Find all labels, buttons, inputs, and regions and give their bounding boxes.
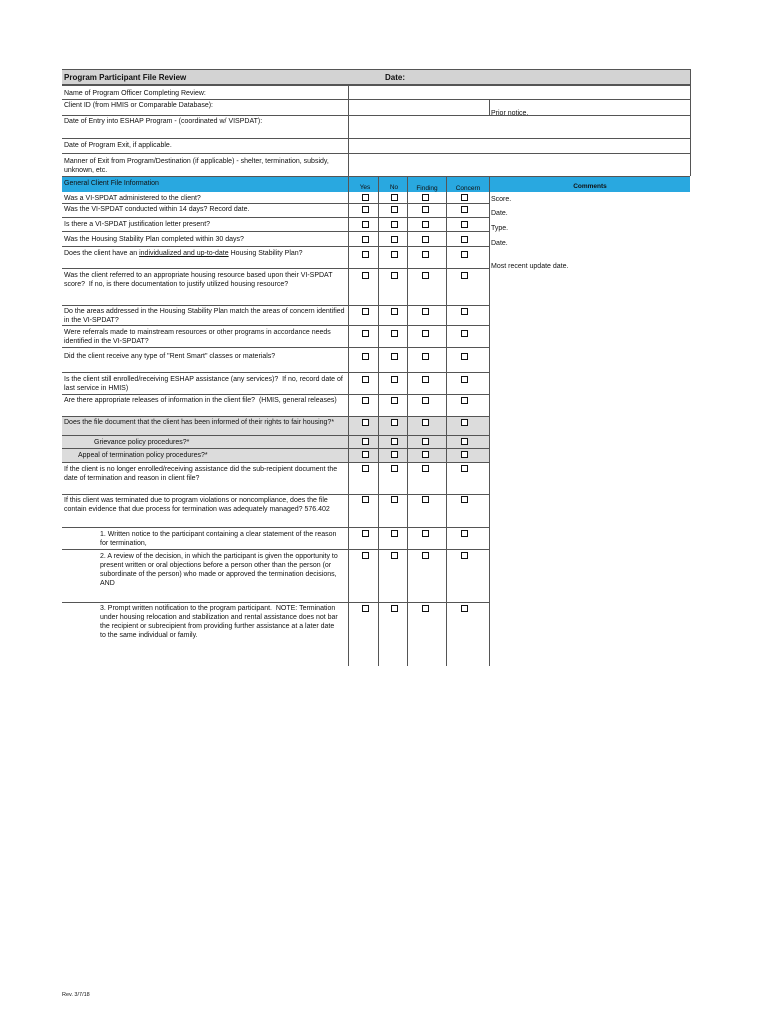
question-visprat-14-days: Was the VI-SPDAT conducted within 14 days? Record date. bbox=[64, 206, 250, 213]
client-id-input[interactable] bbox=[349, 100, 489, 115]
checkbox-yes[interactable] bbox=[362, 353, 369, 360]
checkbox-no[interactable] bbox=[391, 451, 398, 458]
comment-recent-update: Most recent update date. bbox=[491, 263, 569, 270]
question-still-enrolled: Is the client still enrolled/receiving ESHAP assistance (any services)? If no, record date of last service in HMIS) bbox=[64, 376, 345, 392]
checkbox-yes[interactable] bbox=[362, 236, 369, 243]
revision-footer: Rev. 3/7/18 bbox=[62, 992, 90, 998]
checkbox-no[interactable] bbox=[391, 251, 398, 258]
checkbox-no[interactable] bbox=[391, 397, 398, 404]
checkbox-yes[interactable] bbox=[362, 376, 369, 383]
checkbox-concern[interactable] bbox=[461, 251, 468, 258]
question-prompt-notification: 3. Prompt written notification to the program participant. NOTE: Termination under housing relocation and stabilization and rental assistance does not bar the recipient or subrecipient from providing further assistance at a later date to the same individual or family. bbox=[100, 605, 340, 639]
question-rent-smart: Did the client receive any type of "Rent Smart" classes or materials? bbox=[64, 353, 276, 360]
checkbox-concern[interactable] bbox=[461, 465, 468, 472]
checkbox-no[interactable] bbox=[391, 438, 398, 445]
checkbox-finding[interactable] bbox=[422, 308, 429, 315]
checkbox-no[interactable] bbox=[391, 496, 398, 503]
question-fair-housing: Does the file document that the client has been informed of their rights to fair housing?* bbox=[64, 419, 335, 426]
checkbox-finding[interactable] bbox=[422, 465, 429, 472]
checkbox-no[interactable] bbox=[391, 272, 398, 279]
question-grievance: Grievance policy procedures?* bbox=[94, 439, 190, 446]
question-termination-documented: If the client is no longer enrolled/receiving assistance did the sub-recipient document the date of termination and reason in client file? bbox=[64, 466, 340, 482]
checkbox-concern[interactable] bbox=[461, 353, 468, 360]
column-yes: Yes bbox=[359, 184, 371, 191]
checkbox-concern[interactable] bbox=[461, 496, 468, 503]
checkbox-no[interactable] bbox=[391, 194, 398, 201]
checkbox-yes[interactable] bbox=[362, 552, 369, 559]
exit-date-label: Date of Program Exit, if applicable. bbox=[64, 142, 172, 149]
checkbox-yes[interactable] bbox=[362, 465, 369, 472]
exit-manner-label: Manner of Exit from Program/Destination (if applicable) - shelter, termination, subsidy, unknown, etc. bbox=[64, 158, 331, 174]
question-review-decision: 2. A review of the decision, in which the participant is given the opportunity to present written or oral objections before a person other than the person (or subordinate of the person) who made or approved the termination decisions, AND bbox=[100, 553, 340, 587]
question-visprat-administered: Was a VI-SPDAT administered to the client? bbox=[64, 195, 201, 202]
checkbox-no[interactable] bbox=[391, 330, 398, 337]
client-id-label: Client ID (from HMIS or Comparable Database): bbox=[64, 102, 213, 109]
exit-date-input[interactable] bbox=[349, 139, 689, 153]
checkbox-finding[interactable] bbox=[422, 552, 429, 559]
column-finding: Finding bbox=[416, 185, 438, 192]
officer-name-label: Name of Program Officer Completing Review: bbox=[64, 90, 206, 97]
checkbox-yes[interactable] bbox=[362, 419, 369, 426]
checkbox-no[interactable] bbox=[391, 221, 398, 228]
checkbox-concern[interactable] bbox=[461, 451, 468, 458]
date-input[interactable] bbox=[408, 70, 690, 84]
entry-date-label: Date of Entry into ESHAP Program - (coordinated w/ VISPDAT): bbox=[64, 118, 263, 125]
checkbox-finding[interactable] bbox=[422, 251, 429, 258]
checkbox-yes[interactable] bbox=[362, 330, 369, 337]
checkbox-concern[interactable] bbox=[461, 330, 468, 337]
question-written-notice: 1. Written notice to the participant containing a clear statement of the reason for termination, bbox=[100, 531, 339, 547]
exit-manner-input[interactable] bbox=[349, 154, 689, 176]
checkbox-concern[interactable] bbox=[461, 552, 468, 559]
checkbox-finding[interactable] bbox=[422, 353, 429, 360]
comment-type: Type. bbox=[491, 225, 509, 232]
checkbox-yes[interactable] bbox=[362, 272, 369, 279]
checkbox-finding[interactable] bbox=[422, 272, 429, 279]
checkbox-finding[interactable] bbox=[422, 397, 429, 404]
question-hsp-individualized: Does the client have an individualized and up-to-date Housing Stability Plan? bbox=[64, 250, 303, 257]
checkbox-finding[interactable] bbox=[422, 221, 429, 228]
checkbox-finding[interactable] bbox=[422, 376, 429, 383]
question-appeal: Appeal of termination policy procedures?* bbox=[78, 452, 208, 459]
checkbox-concern[interactable] bbox=[461, 236, 468, 243]
comment-score: Score. bbox=[491, 196, 512, 203]
question-justification-letter: Is there a VI-SPDAT justification letter present? bbox=[64, 221, 211, 228]
question-mainstream-referrals: Were referrals made to mainstream resources or other programs in accordance needs identified in the VI-SPDAT? bbox=[64, 329, 333, 345]
checkbox-finding[interactable] bbox=[422, 451, 429, 458]
entry-date-input[interactable] bbox=[349, 116, 689, 138]
checkbox-no[interactable] bbox=[391, 376, 398, 383]
checkbox-no[interactable] bbox=[391, 465, 398, 472]
question-hsp-match: Do the areas addressed in the Housing Stability Plan match the areas of concern identified in the VI-SPDAT? bbox=[64, 308, 347, 324]
checkbox-yes[interactable] bbox=[362, 251, 369, 258]
checkbox-yes[interactable] bbox=[362, 397, 369, 404]
column-no: No bbox=[389, 184, 399, 191]
column-concern: Concern bbox=[455, 185, 481, 192]
checkbox-concern[interactable] bbox=[461, 308, 468, 315]
section-title: General Client File Information bbox=[64, 180, 159, 187]
question-releases: Are there appropriate releases of information in the client file? (HMIS, general releases) bbox=[64, 397, 337, 404]
question-housing-referral: Was the client referred to an appropriate housing resource based upon their VI-SPDAT score? If no, is there documentation to justify utilized housing resource? bbox=[64, 272, 335, 288]
checkbox-yes[interactable] bbox=[362, 206, 369, 213]
checkbox-no[interactable] bbox=[391, 308, 398, 315]
checkbox-yes[interactable] bbox=[362, 451, 369, 458]
officer-name-input[interactable] bbox=[349, 85, 689, 99]
checkbox-finding[interactable] bbox=[422, 530, 429, 537]
checkbox-yes[interactable] bbox=[362, 496, 369, 503]
checkbox-finding[interactable] bbox=[422, 438, 429, 445]
comment-date-2: Date. bbox=[491, 240, 508, 247]
checkbox-no[interactable] bbox=[391, 353, 398, 360]
checkbox-no[interactable] bbox=[391, 236, 398, 243]
checkbox-yes[interactable] bbox=[362, 605, 369, 612]
prior-notice-label: Prior notice. bbox=[491, 110, 529, 117]
checkbox-concern[interactable] bbox=[461, 530, 468, 537]
question-hsp-30-days: Was the Housing Stability Plan completed within 30 days? bbox=[64, 236, 244, 243]
checkbox-finding[interactable] bbox=[422, 194, 429, 201]
column-comments: Comments bbox=[573, 183, 607, 190]
checkbox-concern[interactable] bbox=[461, 221, 468, 228]
question-due-process: If this client was terminated due to program violations or noncompliance, does the file contain evidence that due process for termination was adequately managed? 576.402 bbox=[64, 497, 330, 513]
checkbox-finding[interactable] bbox=[422, 236, 429, 243]
checkbox-yes[interactable] bbox=[362, 194, 369, 201]
checkbox-no[interactable] bbox=[391, 552, 398, 559]
checkbox-no[interactable] bbox=[391, 530, 398, 537]
checkbox-concern[interactable] bbox=[461, 438, 468, 445]
checkbox-yes[interactable] bbox=[362, 530, 369, 537]
date-label: Date: bbox=[385, 73, 406, 82]
checkbox-concern[interactable] bbox=[461, 272, 468, 279]
checkbox-concern[interactable] bbox=[461, 397, 468, 404]
checkbox-concern[interactable] bbox=[461, 376, 468, 383]
checkbox-finding[interactable] bbox=[422, 496, 429, 503]
checkbox-no[interactable] bbox=[391, 605, 398, 612]
checkbox-concern[interactable] bbox=[461, 194, 468, 201]
checkbox-yes[interactable] bbox=[362, 308, 369, 315]
page-title: Program Participant File Review bbox=[64, 73, 187, 82]
checkbox-concern[interactable] bbox=[461, 419, 468, 426]
checkbox-finding[interactable] bbox=[422, 206, 429, 213]
checkbox-finding[interactable] bbox=[422, 419, 429, 426]
checkbox-concern[interactable] bbox=[461, 605, 468, 612]
checkbox-concern[interactable] bbox=[461, 206, 468, 213]
checkbox-no[interactable] bbox=[391, 419, 398, 426]
checkbox-no[interactable] bbox=[391, 206, 398, 213]
checkbox-finding[interactable] bbox=[422, 330, 429, 337]
checkbox-finding[interactable] bbox=[422, 605, 429, 612]
checkbox-yes[interactable] bbox=[362, 438, 369, 445]
comment-date-1: Date. bbox=[491, 210, 508, 217]
checkbox-yes[interactable] bbox=[362, 221, 369, 228]
